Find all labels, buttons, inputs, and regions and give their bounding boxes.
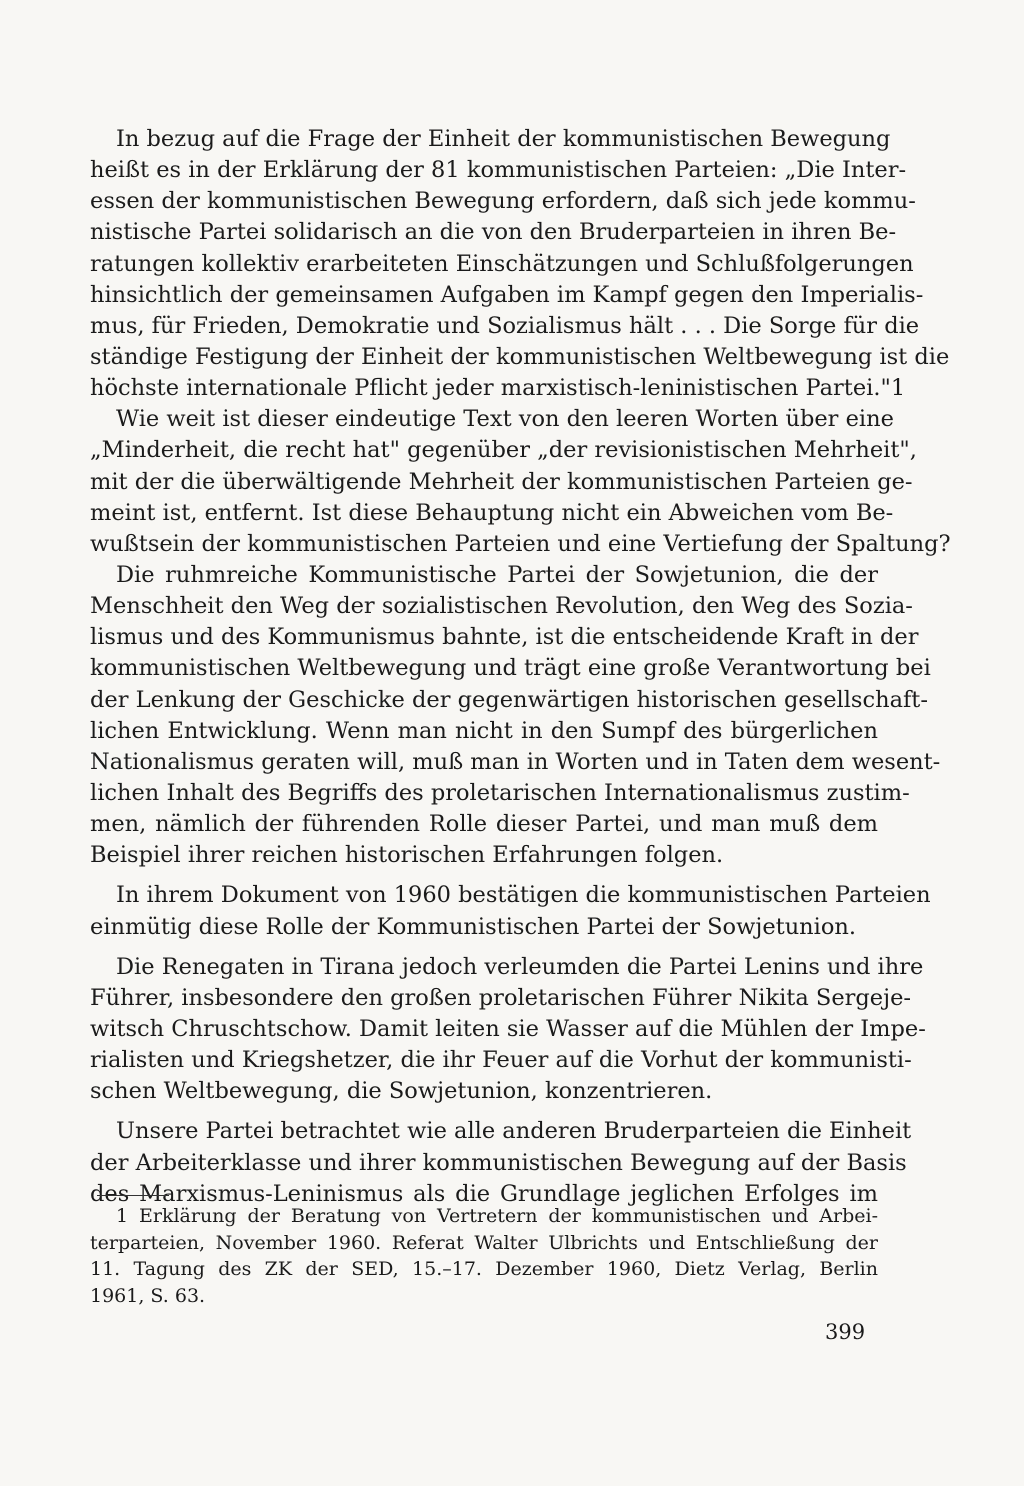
text-line: Führer, insbesondere den großen proletarischen Führer Nikita Sergeje- [90, 984, 911, 1011]
text-line: kommunistischen Weltbewegung und trägt eine große Verantwortung bei [90, 655, 931, 682]
text-line: Beispiel ihrer reichen historischen Erfahrungen folgen. [90, 842, 724, 869]
text-line: des Marxismus-Leninismus als die Grundlage jeglichen Erfolges im [90, 1180, 878, 1207]
body-text [90, 124, 951, 1210]
text-line: rialisten und Kriegshetzer, die ihr Feuer auf die Vorhut der kommunisti- [90, 1047, 912, 1074]
text-line: ständige Festigung der Einheit der kommunistischen Weltbewegung ist die [90, 343, 950, 370]
text-line: hinsichtlich der gemeinsamen Aufgaben im Kampf gegen den Imperialis- [90, 281, 924, 308]
text-line: „Minderheit, die recht hat" gegenüber „der revisionistischen Mehrheit", [90, 437, 917, 464]
text-line: der Lenkung der Geschicke der gegenwärtigen historischen gesellschaft- [90, 686, 928, 713]
page-number: 399 [825, 1320, 866, 1344]
text-line: höchste internationale Pflicht jeder marxistisch-leninistischen Partei."1 [90, 375, 906, 402]
text-line: Wie weit ist dieser eindeutige Text von den leeren Worten über eine [116, 406, 894, 433]
text-line: schen Weltbewegung, die Sowjetunion, konzentrieren. [90, 1078, 713, 1105]
text-line: einmütig diese Rolle der Kommunistischen Partei der Sowjetunion. [90, 913, 857, 940]
text-line: lismus und des Kommunismus bahnte, ist die entscheidende Kraft in der [90, 624, 919, 651]
footnote-line: 1 Erklärung der Beratung von Vertretern der kommunistischen und Arbei- [116, 1205, 878, 1227]
footnote-line: 11. Tagung des ZK der SED, 15.–17. Dezember 1960, Dietz Verlag, Berlin [90, 1258, 878, 1280]
text-line: ratungen kollektiv erarbeiteten Einschätzungen und Schlußfolgerungen [90, 250, 914, 277]
text-line: lichen Inhalt des Begriffs des proletarischen Internationalismus zustim- [90, 779, 910, 806]
text-line: wußtsein der kommunistischen Parteien und eine Vertiefung der Spaltung? [90, 530, 951, 557]
text-line: mit der die überwältigende Mehrheit der kommunistischen Parteien ge- [90, 468, 913, 495]
paragraph-3 [90, 560, 941, 871]
footnote-line: 1961, S. 63. [90, 1284, 206, 1307]
paragraph-gap [90, 871, 878, 880]
paragraph-1 [90, 124, 950, 404]
text-line: mus, für Frieden, Demokratie und Sozialismus hält . . . Die Sorge für die [90, 312, 920, 339]
text-line: In ihrem Dokument von 1960 bestätigen die kommunistischen Parteien [116, 882, 931, 909]
text-line: Die ruhmreiche Kommunistische Partei der Sowjetunion, die der [116, 561, 878, 588]
text-line: meint ist, entfernt. Ist diese Behauptung nicht ein Abweichen vom Be- [90, 499, 894, 526]
footnote [90, 1203, 878, 1309]
paragraph-gap [90, 1107, 878, 1116]
paragraph-6 [90, 1116, 912, 1209]
text-line: men, nämlich der führenden Rolle dieser Partei, und man muß dem [90, 811, 878, 838]
text-line: Nationalismus geraten will, muß man in Worten und in Taten dem wesent- [90, 748, 941, 775]
text-line: Die Renegaten in Tirana jedoch verleumden die Partei Lenins und ihre [116, 953, 924, 980]
text-line: lichen Entwicklung. Wenn man nicht in den Sumpf des bürgerlichen [90, 717, 878, 744]
text-line: essen der kommunistischen Bewegung erfordern, daß sich jede kommu- [90, 188, 916, 215]
text-line: Menschheit den Weg der sozialistischen Revolution, den Weg des Sozia- [90, 593, 913, 620]
text-line: In bezug auf die Frage der Einheit der kommunistischen Bewegung [116, 126, 891, 152]
paragraph-2 [90, 404, 951, 560]
footnote-line: terparteien, November 1960. Referat Walter Ulbrichts und Entschließung der [90, 1231, 878, 1254]
text-line: nistische Partei solidarisch an die von den Bruderparteien in ihren Be- [90, 219, 897, 246]
text-line: der Arbeiterklasse und ihrer kommunistischen Bewegung auf der Basis [90, 1149, 907, 1176]
footnote-divider [97, 1195, 169, 1196]
paragraph-gap [90, 943, 878, 952]
paragraph-4 [90, 880, 931, 942]
text-line: witsch Chruschtschow. Damit leiten sie Wasser auf die Mühlen der Impe- [90, 1015, 926, 1042]
paragraph-5 [90, 952, 926, 1108]
text-line: heißt es in der Erklärung der 81 kommunistischen Parteien: „Die Inter- [90, 157, 907, 184]
text-line: Unsere Partei betrachtet wie alle anderen Bruderparteien die Einheit [116, 1118, 912, 1145]
